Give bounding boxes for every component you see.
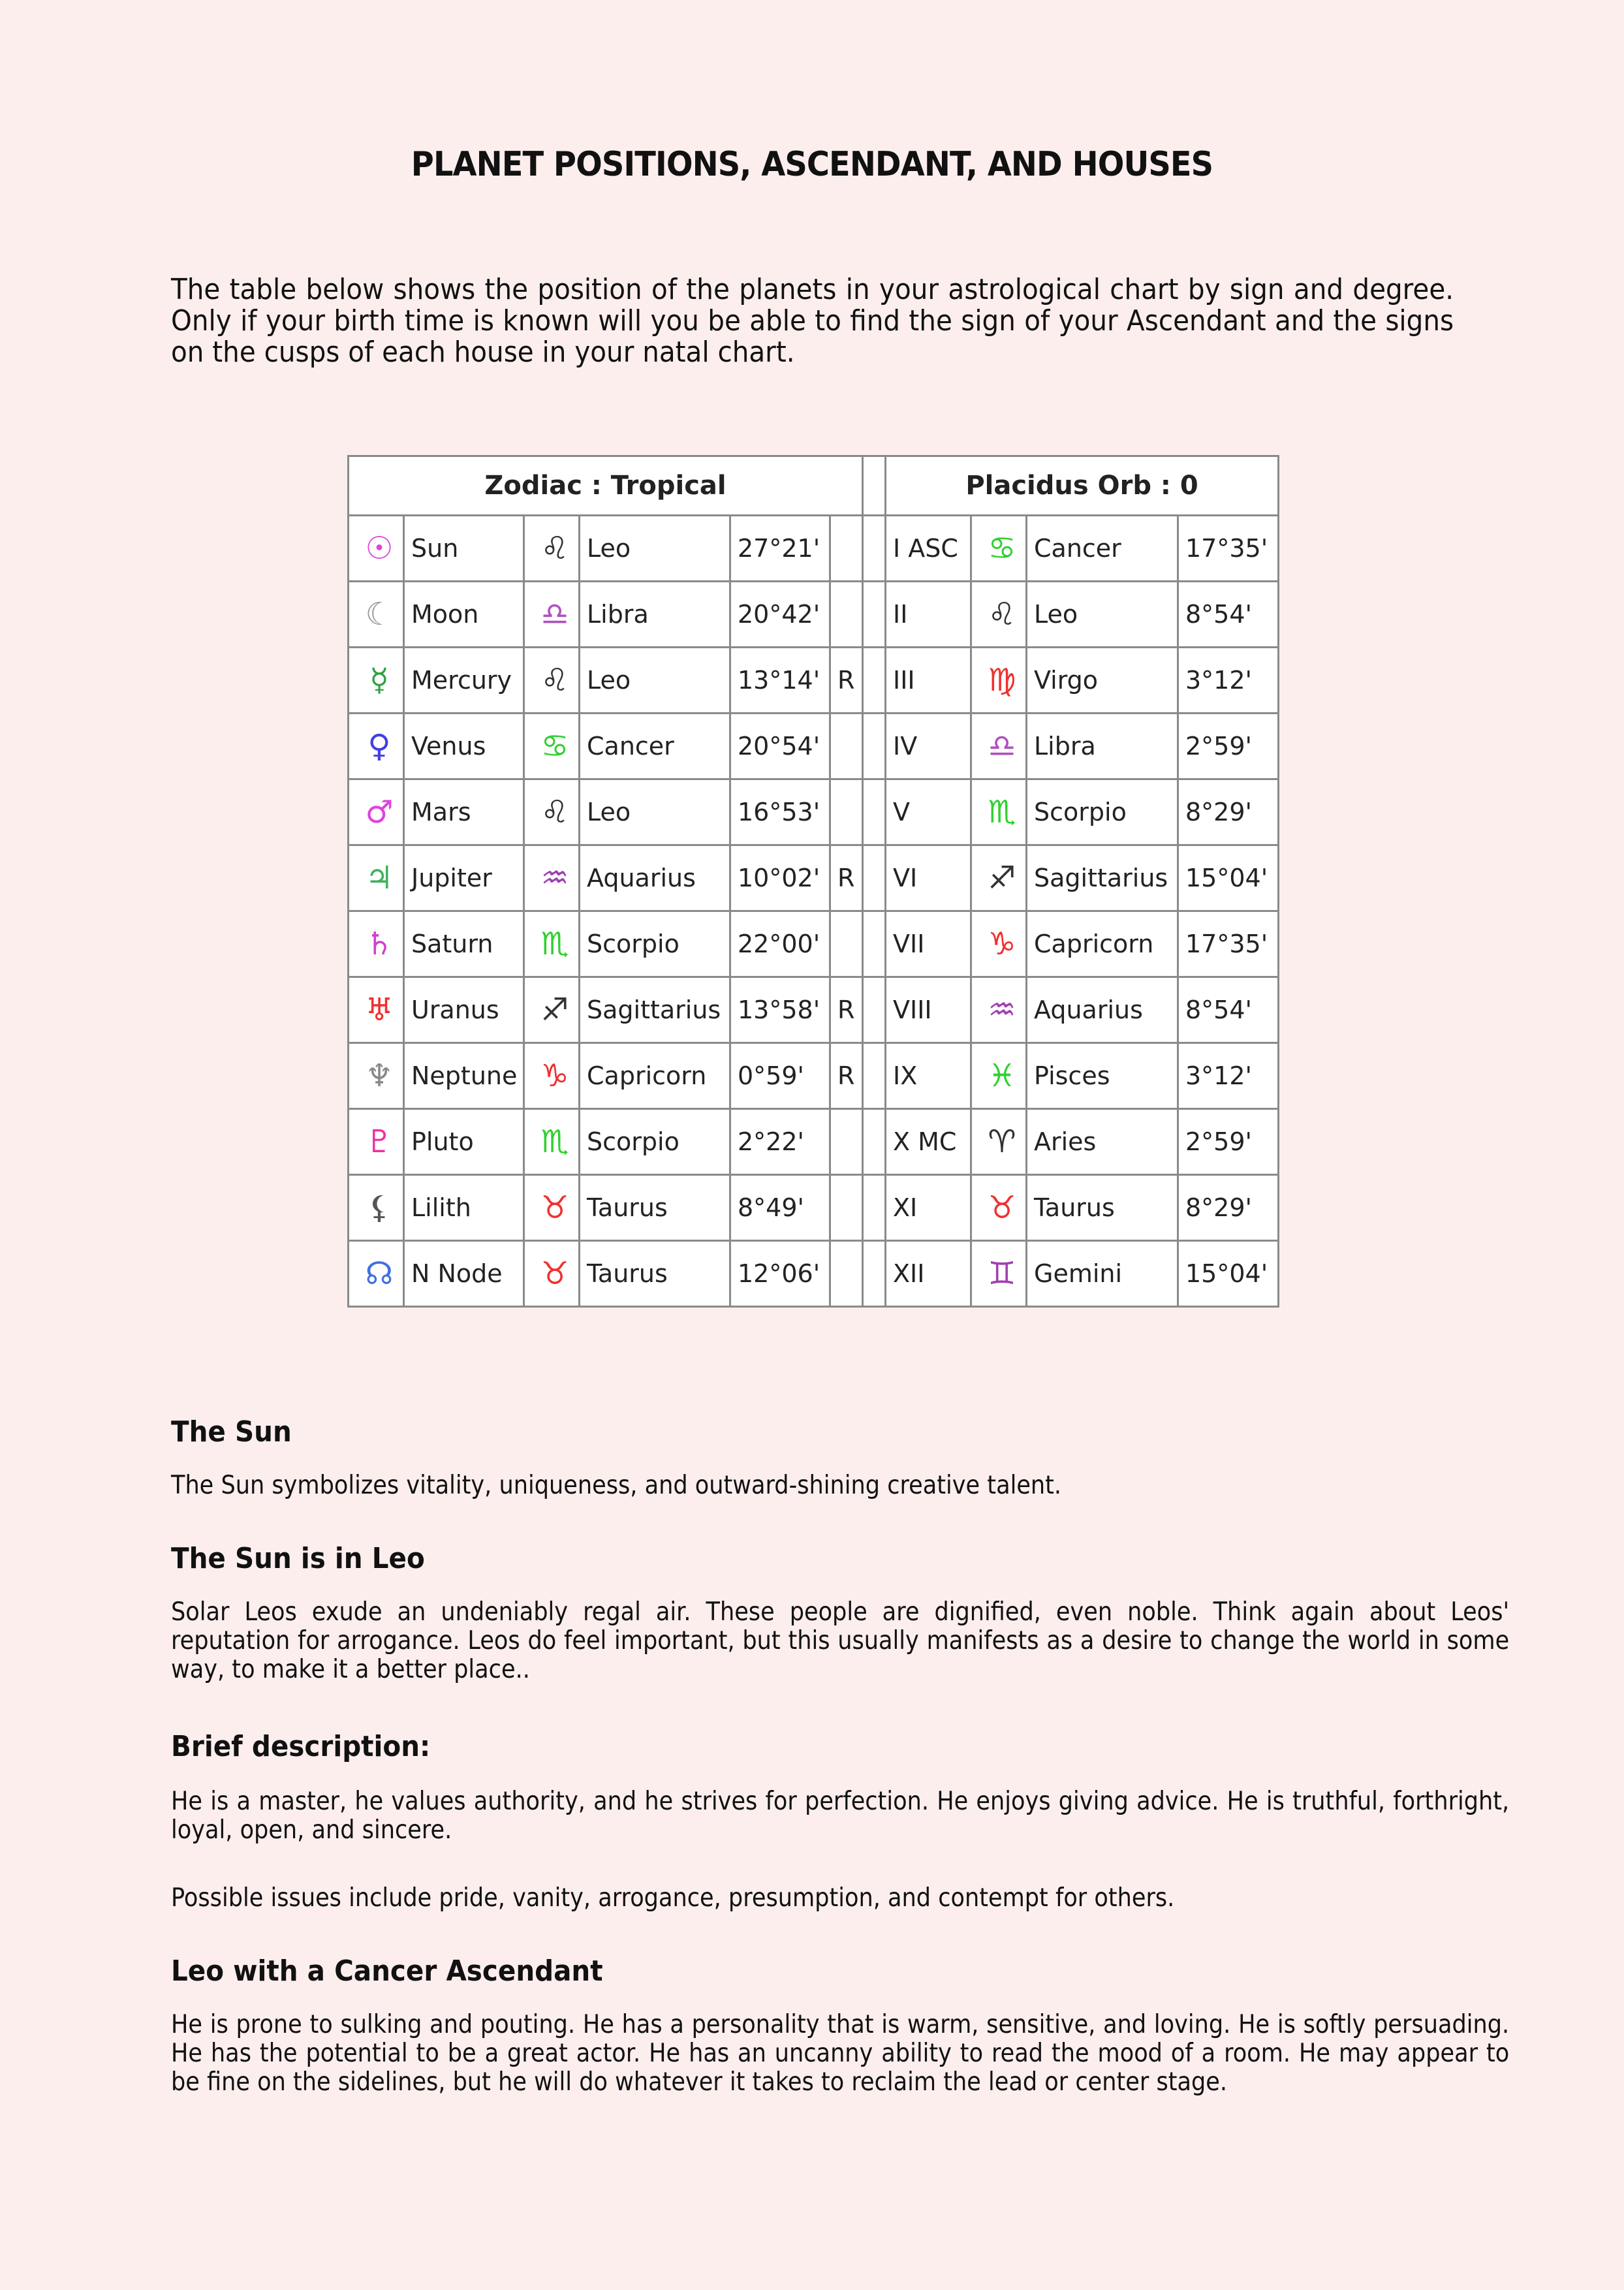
planet-sign: Scorpio bbox=[580, 1109, 730, 1175]
house-degree: 8°54' bbox=[1178, 582, 1279, 648]
table-row bbox=[349, 1241, 1279, 1307]
table-row bbox=[349, 714, 1279, 779]
retrograde-marker: R bbox=[830, 845, 863, 911]
retrograde-marker: R bbox=[830, 977, 863, 1043]
house-number: III bbox=[886, 648, 971, 714]
separator-cell bbox=[863, 911, 886, 977]
planet-sign: Taurus bbox=[580, 1241, 730, 1307]
intro-paragraph: The table below shows the position of the planets in your astrological chart by sign and degree. Only if your birth time is known will you be able to find the sign of your Ascendant and the signs on the cusps of each house in your natal chart. bbox=[171, 273, 1454, 369]
planet-degree: 0°59' bbox=[730, 1043, 830, 1109]
planet-degree: 13°14' bbox=[730, 648, 830, 714]
house-number: X MC bbox=[886, 1109, 971, 1175]
planet-degree: 2°22' bbox=[730, 1109, 830, 1175]
house-degree: 15°04' bbox=[1178, 845, 1279, 911]
zodiac-header: Zodiac : Tropical bbox=[349, 456, 863, 516]
planet-sign: Libra bbox=[580, 582, 730, 648]
leo-icon: ♌ bbox=[524, 779, 580, 845]
planet-sign: Scorpio bbox=[580, 911, 730, 977]
planet-sign: Sagittarius bbox=[580, 977, 730, 1043]
retrograde-marker bbox=[830, 1175, 863, 1241]
planet-degree: 20°42' bbox=[730, 582, 830, 648]
table-row bbox=[349, 845, 1279, 911]
house-degree: 2°59' bbox=[1178, 714, 1279, 779]
mercury-icon: ☿ bbox=[349, 648, 404, 714]
libra-icon: ♎ bbox=[524, 582, 580, 648]
planet-degree: 16°53' bbox=[730, 779, 830, 845]
planet-sign: Capricorn bbox=[580, 1043, 730, 1109]
retrograde-marker: R bbox=[830, 1043, 863, 1109]
house-sign: Gemini bbox=[1027, 1241, 1178, 1307]
separator-cell bbox=[863, 582, 886, 648]
separator-cell bbox=[863, 977, 886, 1043]
table-row bbox=[349, 1043, 1279, 1109]
libra-icon: ♎ bbox=[971, 714, 1027, 779]
mars-icon: ♂ bbox=[349, 779, 404, 845]
planet-sign: Taurus bbox=[580, 1175, 730, 1241]
north-node-icon: ☊ bbox=[349, 1241, 404, 1307]
jupiter-icon: ♃ bbox=[349, 845, 404, 911]
table-row bbox=[349, 1175, 1279, 1241]
planet-degree: 10°02' bbox=[730, 845, 830, 911]
house-degree: 17°35' bbox=[1178, 911, 1279, 977]
house-sign: Aquarius bbox=[1027, 977, 1178, 1043]
cancer-icon: ♋ bbox=[971, 516, 1027, 582]
retrograde-marker bbox=[830, 516, 863, 582]
scorpio-icon: ♏ bbox=[971, 779, 1027, 845]
retrograde-marker bbox=[830, 1241, 863, 1307]
separator-column bbox=[863, 456, 886, 516]
house-sign: Aries bbox=[1027, 1109, 1178, 1175]
aquarius-icon: ♒ bbox=[971, 977, 1027, 1043]
retrograde-marker bbox=[830, 714, 863, 779]
house-number: XI bbox=[886, 1175, 971, 1241]
sun-text: The Sun symbolizes vitality, uniqueness, and outward-shining creative talent. bbox=[171, 1471, 1062, 1500]
planet-name: Mars bbox=[404, 779, 524, 845]
virgo-icon: ♍ bbox=[971, 648, 1027, 714]
house-degree: 15°04' bbox=[1178, 1241, 1279, 1307]
sun-icon: ☉ bbox=[349, 516, 404, 582]
separator-cell bbox=[863, 1043, 886, 1109]
table-row bbox=[349, 977, 1279, 1043]
house-number: IX bbox=[886, 1043, 971, 1109]
retrograde-marker bbox=[830, 779, 863, 845]
planet-name: Sun bbox=[404, 516, 524, 582]
house-number: VIII bbox=[886, 977, 971, 1043]
house-number: II bbox=[886, 582, 971, 648]
house-degree: 8°29' bbox=[1178, 1175, 1279, 1241]
brief-heading: Brief description: bbox=[171, 1730, 431, 1763]
page-title: PLANET POSITIONS, ASCENDANT, AND HOUSES bbox=[411, 145, 1213, 184]
house-sign: Scorpio bbox=[1027, 779, 1178, 845]
separator-cell bbox=[863, 845, 886, 911]
planet-degree: 8°49' bbox=[730, 1175, 830, 1241]
table-row bbox=[349, 582, 1279, 648]
house-sign: Pisces bbox=[1027, 1043, 1178, 1109]
planet-degree: 22°00' bbox=[730, 911, 830, 977]
separator-cell bbox=[863, 1241, 886, 1307]
asc-text: He is prone to sulking and pouting. He has a personality that is warm, sensitive, and loving. He is softly persuading. He has the potential to be a great actor. He has an uncanny ability to read the mood of a room. He may appear to be fine on the sidelines, but he will do whatever it takes to reclaim the lead or center stage. bbox=[171, 2010, 1510, 2097]
separator-cell bbox=[863, 714, 886, 779]
table-row bbox=[349, 516, 1279, 582]
aries-icon: ♈ bbox=[971, 1109, 1027, 1175]
pluto-icon: ♇ bbox=[349, 1109, 404, 1175]
house-number: VI bbox=[886, 845, 971, 911]
leo-heading: The Sun is in Leo bbox=[171, 1542, 425, 1575]
separator-cell bbox=[863, 779, 886, 845]
planet-name: Venus bbox=[404, 714, 524, 779]
leo-icon: ♌ bbox=[524, 516, 580, 582]
planet-degree: 13°58' bbox=[730, 977, 830, 1043]
uranus-icon: ♅ bbox=[349, 977, 404, 1043]
issues-text: Possible issues include pride, vanity, arrogance, presumption, and contempt for others. bbox=[171, 1883, 1175, 1913]
table-row bbox=[349, 779, 1279, 845]
scorpio-icon: ♏ bbox=[524, 1109, 580, 1175]
retrograde-marker: R bbox=[830, 648, 863, 714]
venus-icon: ♀ bbox=[349, 714, 404, 779]
aquarius-icon: ♒ bbox=[524, 845, 580, 911]
separator-cell bbox=[863, 1175, 886, 1241]
planet-degree: 12°06' bbox=[730, 1241, 830, 1307]
pisces-icon: ♓ bbox=[971, 1043, 1027, 1109]
gemini-icon: ♊ bbox=[971, 1241, 1027, 1307]
retrograde-marker bbox=[830, 911, 863, 977]
house-sign: Leo bbox=[1027, 582, 1178, 648]
planet-sign: Aquarius bbox=[580, 845, 730, 911]
separator-cell bbox=[863, 516, 886, 582]
house-degree: 8°54' bbox=[1178, 977, 1279, 1043]
saturn-icon: ♄ bbox=[349, 911, 404, 977]
sagittarius-icon: ♐ bbox=[524, 977, 580, 1043]
planet-name: Lilith bbox=[404, 1175, 524, 1241]
planet-sign: Leo bbox=[580, 648, 730, 714]
house-degree: 8°29' bbox=[1178, 779, 1279, 845]
house-sign: Virgo bbox=[1027, 648, 1178, 714]
house-number: IV bbox=[886, 714, 971, 779]
sagittarius-icon: ♐ bbox=[971, 845, 1027, 911]
house-degree: 3°12' bbox=[1178, 1043, 1279, 1109]
planet-name: Saturn bbox=[404, 911, 524, 977]
house-number: I ASC bbox=[886, 516, 971, 582]
house-degree: 3°12' bbox=[1178, 648, 1279, 714]
neptune-icon: ♆ bbox=[349, 1043, 404, 1109]
house-number: VII bbox=[886, 911, 971, 977]
house-sign: Cancer bbox=[1027, 516, 1178, 582]
capricorn-icon: ♑ bbox=[524, 1043, 580, 1109]
planet-sign: Leo bbox=[580, 779, 730, 845]
planet-name: Jupiter bbox=[404, 845, 524, 911]
table-row bbox=[349, 911, 1279, 977]
house-sign: Sagittarius bbox=[1027, 845, 1178, 911]
capricorn-icon: ♑ bbox=[971, 911, 1027, 977]
moon-icon: ☾ bbox=[349, 582, 404, 648]
taurus-icon: ♉ bbox=[971, 1175, 1027, 1241]
house-degree: 2°59' bbox=[1178, 1109, 1279, 1175]
lilith-icon: ⚸ bbox=[349, 1175, 404, 1241]
asc-heading: Leo with a Cancer Ascendant bbox=[171, 1954, 603, 1988]
planet-degree: 20°54' bbox=[730, 714, 830, 779]
planet-name: N Node bbox=[404, 1241, 524, 1307]
table-row bbox=[349, 1109, 1279, 1175]
table-row bbox=[349, 648, 1279, 714]
taurus-icon: ♉ bbox=[524, 1241, 580, 1307]
house-number: V bbox=[886, 779, 971, 845]
brief-text: He is a master, he values authority, and he strives for perfection. He enjoys giving advice. He is truthful, forthright, loyal, open, and sincere. bbox=[171, 1787, 1510, 1845]
separator-cell bbox=[863, 1109, 886, 1175]
placidus-header: Placidus Orb : 0 bbox=[886, 456, 1279, 516]
taurus-icon: ♉ bbox=[524, 1175, 580, 1241]
scorpio-icon: ♏ bbox=[524, 911, 580, 977]
planet-positions-table bbox=[347, 455, 1279, 1308]
planet-sign: Cancer bbox=[580, 714, 730, 779]
separator-cell bbox=[863, 648, 886, 714]
planet-sign: Leo bbox=[580, 516, 730, 582]
house-sign: Taurus bbox=[1027, 1175, 1178, 1241]
house-sign: Libra bbox=[1027, 714, 1178, 779]
leo-icon: ♌ bbox=[971, 582, 1027, 648]
leo-icon: ♌ bbox=[524, 648, 580, 714]
house-number: XII bbox=[886, 1241, 971, 1307]
planet-name: Uranus bbox=[404, 977, 524, 1043]
sun-heading: The Sun bbox=[171, 1415, 292, 1449]
planet-degree: 27°21' bbox=[730, 516, 830, 582]
house-degree: 17°35' bbox=[1178, 516, 1279, 582]
house-sign: Capricorn bbox=[1027, 911, 1178, 977]
retrograde-marker bbox=[830, 582, 863, 648]
planet-name: Neptune bbox=[404, 1043, 524, 1109]
planet-name: Pluto bbox=[404, 1109, 524, 1175]
planet-name: Mercury bbox=[404, 648, 524, 714]
cancer-icon: ♋ bbox=[524, 714, 580, 779]
leo-text: Solar Leos exude an undeniably regal air. These people are dignified, even noble. Think again about Leos' reputation for arrogance. Leos do feel important, but this usually manifests as a desire to change the world in some way, to make it a better place.. bbox=[171, 1597, 1510, 1684]
planet-name: Moon bbox=[404, 582, 524, 648]
retrograde-marker bbox=[830, 1109, 863, 1175]
